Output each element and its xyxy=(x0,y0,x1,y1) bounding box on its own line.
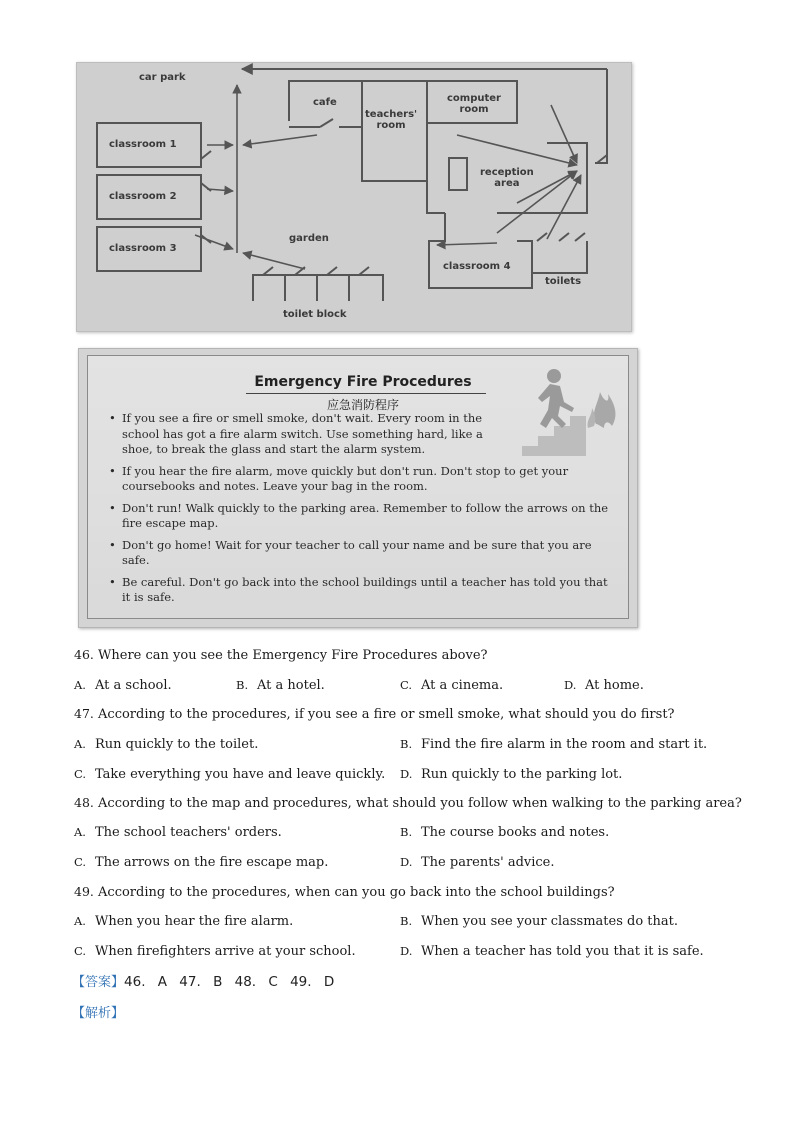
fire-procedures-notice xyxy=(78,348,638,628)
question-text: According to the procedures, when can you go back into the school buildings? xyxy=(98,885,615,900)
option-letter: B. xyxy=(400,825,413,839)
question-48 xyxy=(74,795,742,812)
option-text: The course books and notes. xyxy=(421,825,610,840)
option-47-d[interactable] xyxy=(400,766,622,783)
option-47-b[interactable] xyxy=(400,736,707,753)
option-49-d[interactable] xyxy=(400,943,704,960)
option-text: Take everything you have and leave quickly. xyxy=(95,767,386,782)
question-text: According to the procedures, if you see a fire or smell smoke, what should you do first? xyxy=(98,707,675,722)
procedures-list xyxy=(108,411,618,612)
option-letter: A. xyxy=(74,914,86,928)
option-48-a[interactable] xyxy=(74,824,282,841)
option-letter: B. xyxy=(236,678,249,692)
question-49 xyxy=(74,884,615,901)
map-label-toilets: toilets xyxy=(545,276,582,287)
option-47-c[interactable] xyxy=(74,766,385,783)
option-text: At a school. xyxy=(95,678,172,693)
map-label-classroom-2: classroom 2 xyxy=(109,191,177,202)
answer-label: 【答案】 xyxy=(72,975,125,990)
procedures-title: Emergency Fire Procedures xyxy=(254,374,472,390)
analysis-line xyxy=(72,1002,124,1021)
option-46-a[interactable] xyxy=(74,677,172,694)
option-text: The parents' advice. xyxy=(421,855,555,870)
procedure-item: • Be careful. Don't go back into the school buildings until a teacher has told you that it is safe. xyxy=(108,575,618,606)
option-letter: C. xyxy=(74,767,87,781)
option-letter: D. xyxy=(400,767,413,781)
option-48-c[interactable] xyxy=(74,854,328,871)
procedures-subtitle: 应急消防程序 xyxy=(326,398,399,412)
title-underline xyxy=(246,393,486,394)
option-46-b[interactable] xyxy=(236,677,325,694)
option-letter: C. xyxy=(400,678,413,692)
option-letter: D. xyxy=(400,944,413,958)
option-text: When you hear the fire alarm. xyxy=(95,914,294,929)
map-label-classroom-1: classroom 1 xyxy=(109,139,177,150)
map-label-teachers-room: teachers' room xyxy=(365,109,418,131)
procedure-item: • If you see a fire or smell smoke, don't wait. Every room in the school has got a fire alarm switch. Use something hard, like a shoe, to break the glass and start the alarm system. xyxy=(108,411,502,458)
question-text: According to the map and procedures, what should you follow when walking to the parking area? xyxy=(98,796,742,811)
question-47 xyxy=(74,706,675,723)
map-label-cafe: cafe xyxy=(313,97,337,108)
procedure-item: • If you hear the fire alarm, move quickly but don't run. Don't stop to get your coursebooks and notes. Leave your bag in the room. xyxy=(108,464,618,495)
map-label-classroom-4: classroom 4 xyxy=(443,261,511,272)
question-number: 48. xyxy=(74,795,94,810)
procedure-item: • Don't run! Walk quickly to the parking area. Remember to follow the arrows on the fire escape map. xyxy=(108,501,618,532)
analysis-label: 【解析】 xyxy=(72,1006,125,1021)
option-text: When firefighters arrive at your school. xyxy=(95,944,356,959)
answer-line xyxy=(72,971,334,990)
map-label-garden: garden xyxy=(289,233,329,244)
option-letter: B. xyxy=(400,737,413,751)
option-letter: C. xyxy=(74,855,87,869)
option-letter: C. xyxy=(74,944,87,958)
option-letter: A. xyxy=(74,737,86,751)
question-number: 46. xyxy=(74,647,94,662)
option-letter: D. xyxy=(564,678,577,692)
answer-values: 46. A 47. B 48. C 49. D xyxy=(124,974,335,990)
map-label-computer-room: computer room xyxy=(447,93,501,115)
procedure-item: • Don't go home! Wait for your teacher to call your name and be sure that you are safe. xyxy=(108,538,618,569)
fire-escape-map xyxy=(76,62,632,332)
option-text: At a hotel. xyxy=(257,678,325,693)
option-letter: A. xyxy=(74,678,86,692)
map-label-car-park: car park xyxy=(139,72,186,83)
question-number: 49. xyxy=(74,884,94,899)
option-47-a[interactable] xyxy=(74,736,258,753)
option-text: The arrows on the fire escape map. xyxy=(95,855,329,870)
option-text: Run quickly to the toilet. xyxy=(95,737,259,752)
notice-frame xyxy=(87,355,629,619)
map-label-classroom-3: classroom 3 xyxy=(109,243,177,254)
option-text: Run quickly to the parking lot. xyxy=(421,767,623,782)
question-text: Where can you see the Emergency Fire Procedures above? xyxy=(98,648,488,663)
option-text: Find the fire alarm in the room and start it. xyxy=(421,737,708,752)
option-letter: A. xyxy=(74,825,86,839)
option-text: At home. xyxy=(585,678,644,693)
option-48-b[interactable] xyxy=(400,824,609,841)
option-letter: D. xyxy=(400,855,413,869)
option-46-d[interactable] xyxy=(564,677,644,694)
map-label-reception-area: reception area xyxy=(480,167,534,189)
option-text: When you see your classmates do that. xyxy=(421,914,679,929)
option-text: The school teachers' orders. xyxy=(95,825,282,840)
map-label-toilet-block: toilet block xyxy=(283,309,347,320)
option-text: When a teacher has told you that it is safe. xyxy=(421,944,704,959)
option-49-b[interactable] xyxy=(400,913,678,930)
option-46-c[interactable] xyxy=(400,677,503,694)
option-letter: B. xyxy=(400,914,413,928)
question-number: 47. xyxy=(74,706,94,721)
option-49-c[interactable] xyxy=(74,943,356,960)
option-48-d[interactable] xyxy=(400,854,555,871)
option-49-a[interactable] xyxy=(74,913,293,930)
option-text: At a cinema. xyxy=(421,678,504,693)
question-46 xyxy=(74,647,488,664)
